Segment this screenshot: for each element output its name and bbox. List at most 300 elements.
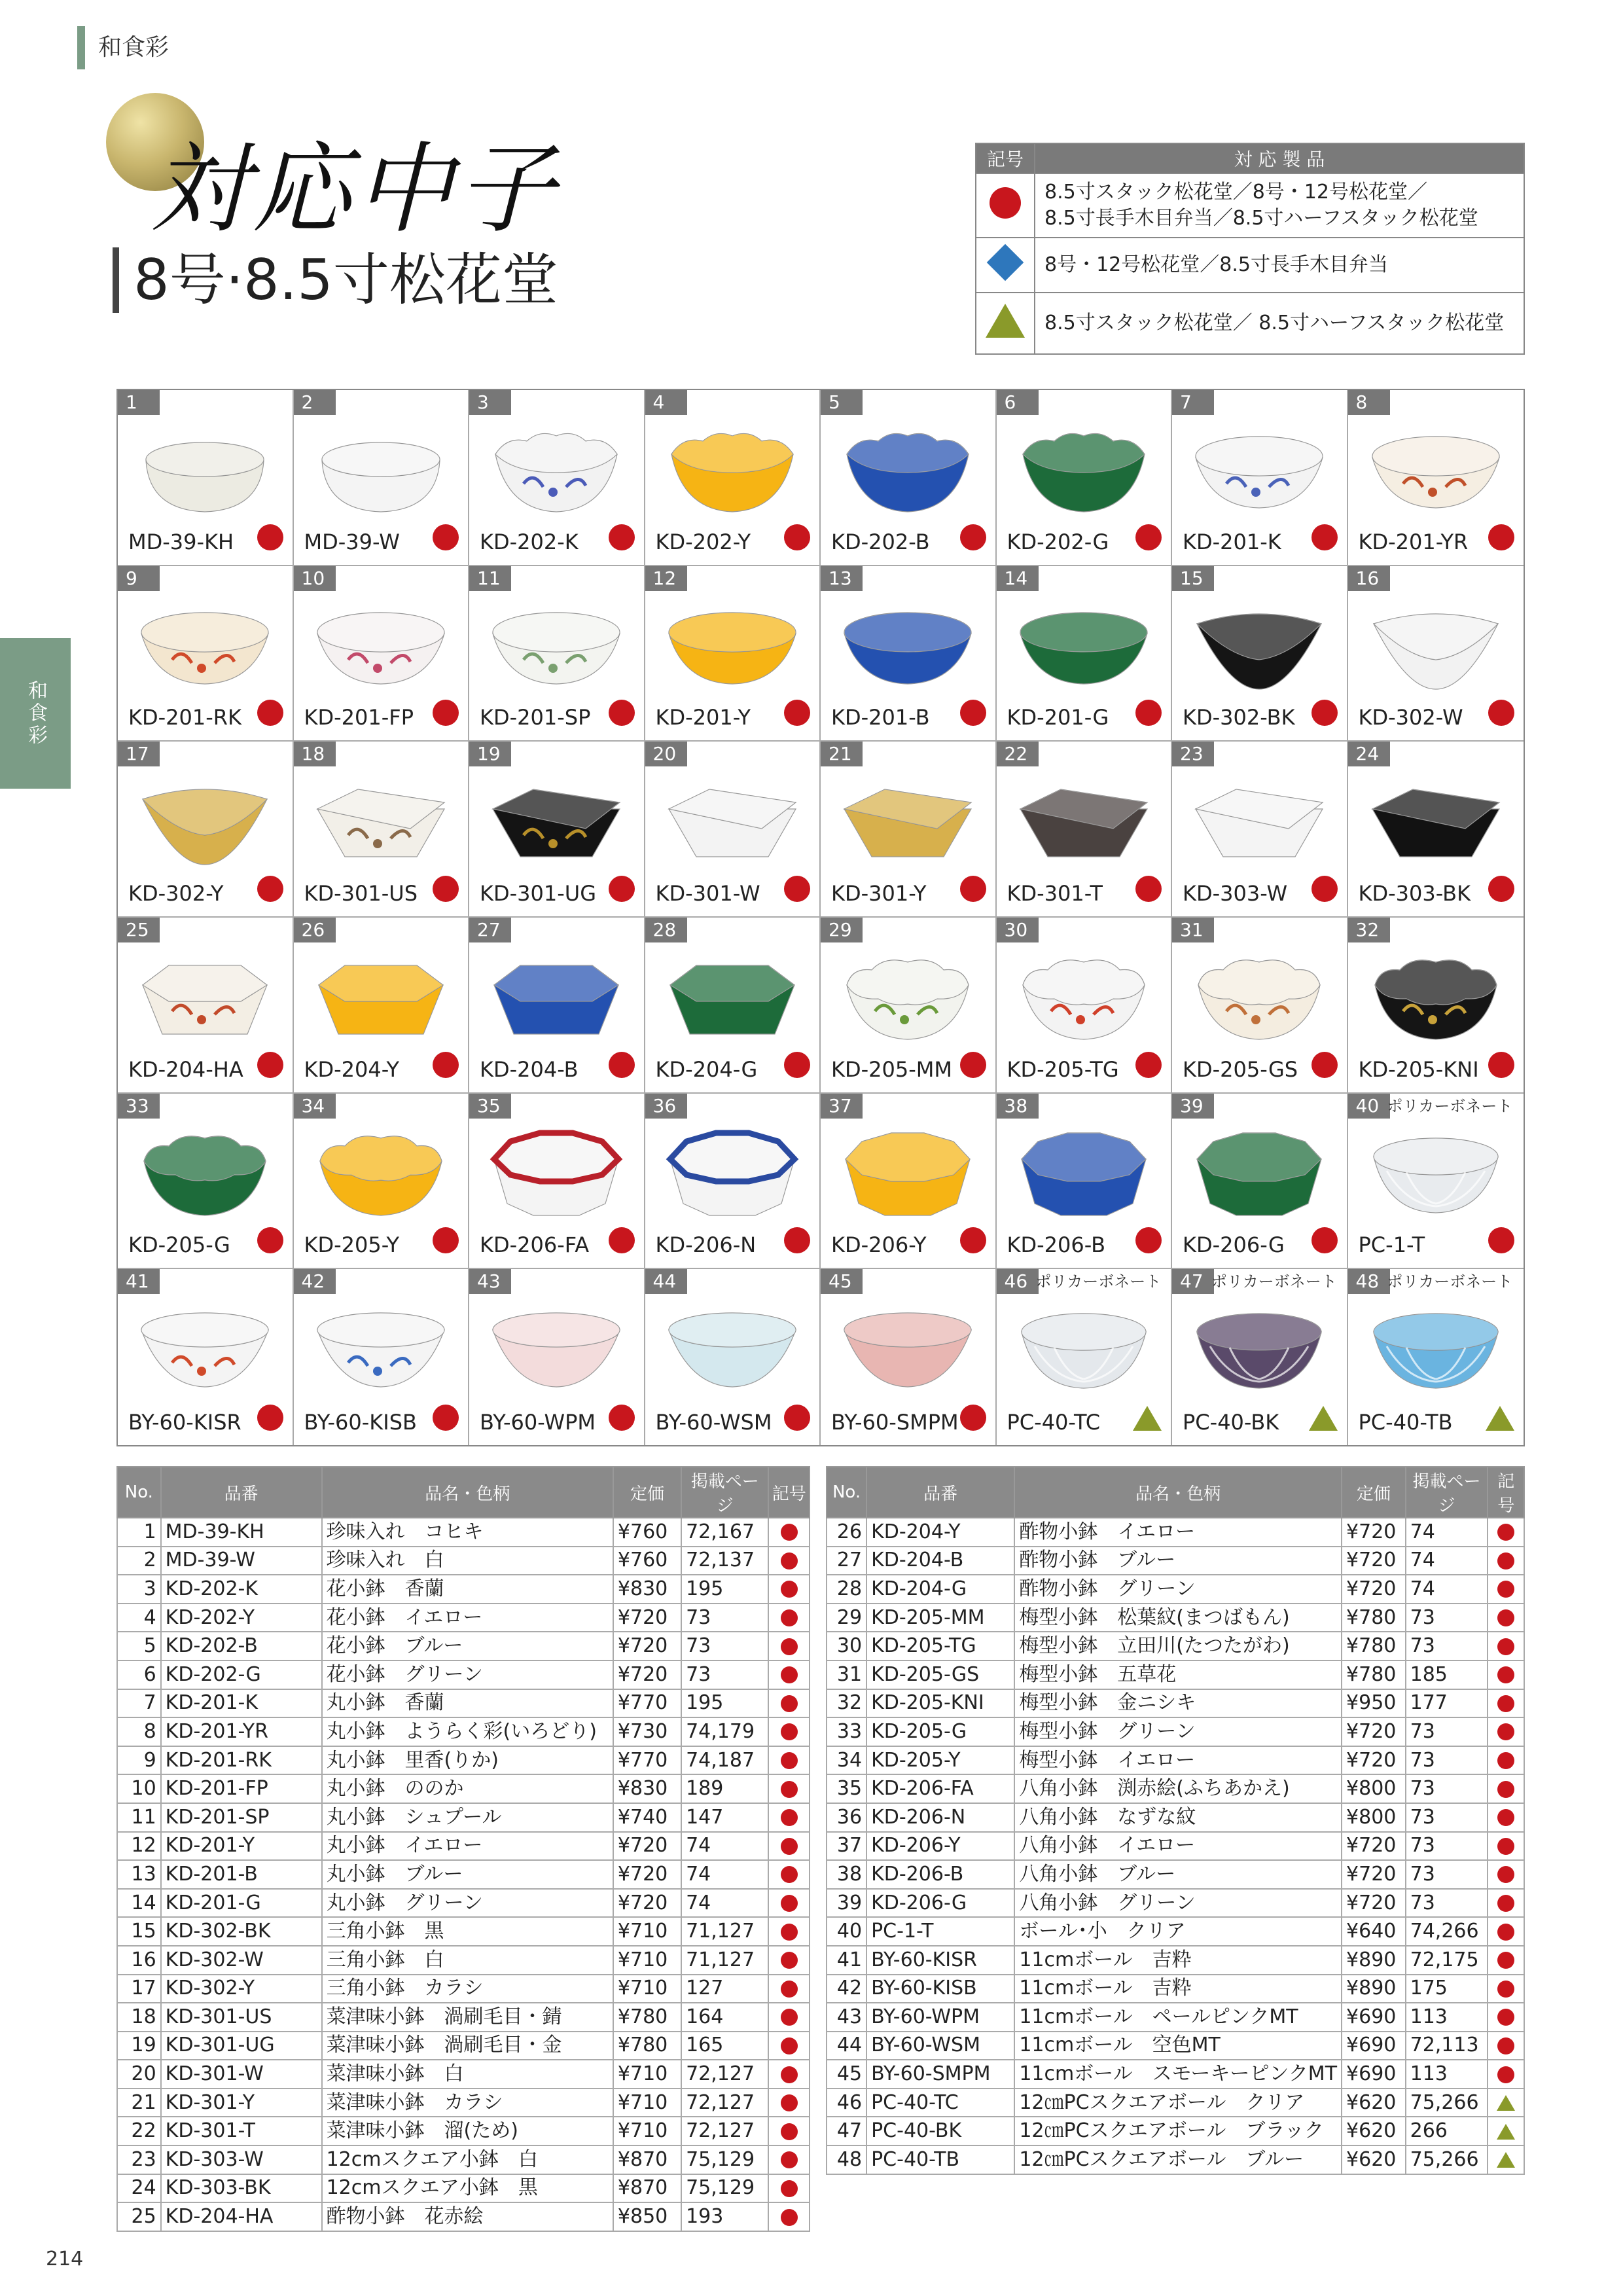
row-name: 八角小鉢 ブルー (1014, 1860, 1342, 1889)
row-price: ¥710 (613, 1946, 681, 1975)
product-cell (821, 566, 997, 742)
row-page: 74,266 (1406, 1917, 1488, 1946)
table-row (827, 1632, 1524, 1660)
row-page: 73 (1406, 1717, 1488, 1746)
row-price: ¥780 (613, 2003, 681, 2032)
row-number: 13 (117, 1860, 161, 1889)
compatibility-mark (1135, 524, 1162, 553)
table-row (117, 1632, 810, 1660)
table-row (117, 2202, 810, 2231)
red-circle-icon (1311, 524, 1338, 550)
row-name: 丸小鉢 ようらく彩(いろどり) (322, 1717, 613, 1746)
legend-text-line: 8.5寸長手木目弁当／8.5寸ハーフスタック松花堂 (1044, 207, 1478, 230)
row-number: 28 (827, 1575, 866, 1604)
row-code: KD-204-HA (161, 2202, 322, 2231)
red-circle-icon (781, 1638, 798, 1655)
red-circle-icon (1497, 1552, 1514, 1570)
product-number: 21 (821, 742, 863, 766)
row-number: 16 (117, 1946, 161, 1975)
compatibility-mark (433, 1227, 459, 1256)
red-circle-icon (1497, 1524, 1514, 1541)
product-cell (469, 1094, 645, 1270)
table-row (117, 2060, 810, 2089)
row-page: 73 (681, 1604, 768, 1632)
row-mark (1488, 1946, 1524, 1975)
row-number: 38 (827, 1860, 866, 1889)
product-number: 7 (1172, 390, 1214, 415)
compatibility-mark (1311, 876, 1338, 905)
product-cell (118, 918, 294, 1094)
row-name: 菜津味小鉢 溜(ため) (322, 2117, 613, 2145)
row-code: KD-302-Y (161, 1975, 322, 2003)
product-code: KD-202-Y (655, 529, 751, 554)
red-circle-icon (1488, 876, 1514, 902)
bowl-image (488, 1300, 625, 1399)
legend-header-products: 対 応 製 品 (1035, 143, 1524, 173)
row-mark (1488, 1832, 1524, 1861)
legend-header-symbol: 記号 (976, 143, 1035, 173)
table-row (117, 1689, 810, 1718)
row-name: 12㎝PCスクエアボール クリア (1014, 2089, 1342, 2117)
product-code: KD-205-MM (831, 1056, 953, 1082)
table-row (117, 1746, 810, 1775)
compatibility-mark (257, 1227, 283, 1256)
row-price: ¥780 (1342, 1660, 1406, 1689)
row-code: KD-205-G (866, 1717, 1014, 1746)
row-number: 23 (117, 2145, 161, 2174)
row-name: 三角小鉢 白 (322, 1946, 613, 1975)
row-code: PC-40-TC (866, 2089, 1014, 2117)
row-code: KD-202-B (161, 1632, 322, 1660)
product-code: KD-201-RK (128, 705, 242, 730)
bowl-image (664, 1300, 801, 1399)
product-code: KD-202-K (480, 529, 579, 554)
red-circle-icon (781, 1981, 798, 1998)
row-price: ¥770 (613, 1689, 681, 1718)
table-row (117, 1975, 810, 2003)
green-triangle-icon (1309, 1406, 1338, 1431)
row-price: ¥710 (613, 2060, 681, 2089)
product-code: KD-206-N (655, 1232, 757, 1258)
legend-text (1035, 293, 1524, 354)
table-row (827, 2032, 1524, 2060)
product-number: 26 (294, 918, 336, 942)
bowl-image (664, 422, 801, 520)
row-mark (1488, 1689, 1524, 1718)
legend-row (976, 293, 1524, 354)
green-triangle-icon (986, 304, 1025, 338)
compatibility-mark (257, 876, 283, 905)
row-price: ¥870 (613, 2145, 681, 2174)
compatibility-mark (433, 524, 459, 553)
product-code: KD-301-W (655, 880, 760, 906)
product-number: 18 (294, 742, 336, 766)
row-mark (1488, 1632, 1524, 1660)
product-number: 1 (118, 390, 160, 415)
row-code: KD-202-G (161, 1660, 322, 1689)
row-page: 195 (681, 1575, 768, 1604)
row-price: ¥620 (1342, 2117, 1406, 2145)
row-number: 40 (827, 1917, 866, 1946)
product-code: KD-206-B (1007, 1232, 1106, 1258)
product-code: KD-301-Y (831, 880, 927, 906)
row-price: ¥690 (1342, 2060, 1406, 2089)
row-mark (768, 1575, 810, 1604)
row-code: KD-201-YR (161, 1717, 322, 1746)
product-number: 23 (1172, 742, 1214, 766)
red-circle-icon (257, 1052, 283, 1078)
row-page: 72,175 (1406, 1946, 1488, 1975)
table-row (827, 1917, 1524, 1946)
row-price: ¥780 (613, 2032, 681, 2060)
row-number: 1 (117, 1518, 161, 1547)
row-code: KD-201-G (161, 1889, 322, 1918)
row-number: 22 (117, 2117, 161, 2145)
table-row (827, 1975, 1524, 2003)
red-circle-icon (609, 1052, 635, 1078)
compatibility-mark (1488, 1052, 1514, 1081)
row-page: 72,167 (681, 1518, 768, 1547)
row-name: 丸小鉢 ののか (322, 1774, 613, 1803)
red-circle-icon (1488, 700, 1514, 726)
row-mark (768, 1660, 810, 1689)
product-number: 29 (821, 918, 863, 942)
row-name: 11cmボール 吉粋 (1014, 1946, 1342, 1975)
product-code: BY-60-WPM (480, 1409, 596, 1435)
row-number: 20 (117, 2060, 161, 2089)
row-number: 31 (827, 1660, 866, 1689)
table-row (827, 2145, 1524, 2174)
row-number: 42 (827, 1975, 866, 2003)
compatibility-mark (960, 524, 986, 553)
row-mark (1488, 2032, 1524, 2060)
table-row (117, 1575, 810, 1604)
green-triangle-icon (1497, 2152, 1515, 2168)
compatibility-mark (784, 700, 810, 728)
product-cell (294, 390, 470, 566)
product-code: KD-204-G (655, 1056, 758, 1082)
compatibility-mark (960, 1052, 986, 1081)
compatibility-mark (960, 1405, 986, 1433)
green-triangle-icon (1133, 1406, 1162, 1431)
row-mark (768, 2117, 810, 2145)
product-code: KD-205-KNI (1358, 1056, 1479, 1082)
product-cell (997, 742, 1173, 918)
bowl-image (488, 1125, 625, 1223)
product-number: 42 (294, 1269, 336, 1294)
red-circle-icon (781, 1781, 798, 1798)
product-code: KD-303-W (1183, 880, 1288, 906)
product-number: 13 (821, 566, 863, 591)
row-mark (768, 1975, 810, 2003)
row-page: 147 (681, 1803, 768, 1832)
bowl-image (488, 422, 625, 520)
row-price: ¥720 (613, 1832, 681, 1861)
red-circle-icon (257, 700, 283, 726)
row-page: 72,127 (681, 2060, 768, 2089)
bowl-image (136, 1300, 274, 1399)
red-circle-icon (257, 876, 283, 902)
category-header: 和食彩 (77, 26, 169, 69)
red-circle-icon (781, 1524, 798, 1541)
table-row (827, 1774, 1524, 1803)
compatibility-mark (609, 1052, 635, 1081)
row-page: 74,187 (681, 1746, 768, 1775)
row-mark (1488, 1604, 1524, 1632)
row-mark (1488, 1717, 1524, 1746)
compatibility-mark (1488, 700, 1514, 728)
red-circle-icon (960, 524, 986, 550)
table-row (117, 2089, 810, 2117)
col-header-price: 定価 (1342, 1467, 1406, 1518)
bowl-image (1367, 773, 1505, 871)
compatibility-mark (1311, 700, 1338, 728)
row-number: 44 (827, 2032, 866, 2060)
row-code: KD-206-B (866, 1860, 1014, 1889)
legend-text-line: 8号・12号松花堂／8.5寸長手木目弁当 (1044, 253, 1388, 276)
row-number: 8 (117, 1717, 161, 1746)
row-number: 3 (117, 1575, 161, 1604)
bowl-image (1015, 773, 1152, 871)
product-cell (118, 1269, 294, 1445)
row-page: 75,266 (1406, 2089, 1488, 2117)
bowl-image (312, 1300, 450, 1399)
row-name: 八角小鉢 グリーン (1014, 1889, 1342, 1918)
row-number: 43 (827, 2003, 866, 2032)
row-price: ¥720 (1342, 1746, 1406, 1775)
table-row (117, 1774, 810, 1803)
legend-text (1035, 173, 1524, 238)
row-mark (1488, 1547, 1524, 1575)
red-circle-icon (960, 700, 986, 726)
red-circle-icon (784, 876, 810, 902)
row-number: 27 (827, 1547, 866, 1575)
product-code: KD-206-FA (480, 1232, 590, 1258)
table-row (117, 1889, 810, 1918)
col-header-mark: 記号 (1488, 1467, 1524, 1518)
red-circle-icon (609, 700, 635, 726)
product-number: 22 (997, 742, 1039, 766)
row-mark (1488, 2089, 1524, 2117)
row-code: KD-303-W (161, 2145, 322, 2174)
product-cell (469, 918, 645, 1094)
row-code: KD-205-KNI (866, 1689, 1014, 1718)
row-page: 73 (1406, 1803, 1488, 1832)
product-cell (645, 1094, 821, 1270)
product-code: PC-40-TC (1007, 1409, 1101, 1435)
row-price: ¥640 (1342, 1917, 1406, 1946)
row-name: 梅型小鉢 グリーン (1014, 1717, 1342, 1746)
row-code: PC-40-BK (866, 2117, 1014, 2145)
product-code: KD-201-K (1183, 529, 1281, 554)
table-row (827, 1547, 1524, 1575)
bowl-image (1190, 773, 1328, 871)
row-code: KD-201-Y (161, 1832, 322, 1861)
product-number: 45 (821, 1269, 863, 1294)
red-circle-icon (1497, 1866, 1514, 1883)
row-page: 113 (1406, 2060, 1488, 2089)
product-number: 16 (1348, 566, 1390, 591)
compatibility-mark (609, 700, 635, 728)
product-number: 33 (118, 1094, 160, 1119)
bowl-image (839, 598, 976, 696)
row-page: 73 (681, 1660, 768, 1689)
row-mark (1488, 1575, 1524, 1604)
row-mark (768, 2060, 810, 2089)
compatibility-mark (784, 1405, 810, 1433)
compatibility-mark (1309, 1406, 1338, 1433)
row-number: 37 (827, 1832, 866, 1861)
product-code: BY-60-WSM (655, 1409, 772, 1435)
red-circle-icon (781, 1895, 798, 1912)
row-code: KD-206-FA (866, 1774, 1014, 1803)
product-cell (1348, 566, 1524, 742)
product-code: KD-202-G (1007, 529, 1109, 554)
table-row (827, 1946, 1524, 1975)
row-name: 酢物小鉢 花赤絵 (322, 2202, 613, 2231)
compatibility-mark (960, 700, 986, 728)
row-page: 71,127 (681, 1917, 768, 1946)
product-cell (645, 1269, 821, 1445)
col-header-name: 品名・色柄 (1014, 1467, 1342, 1518)
red-circle-icon (781, 1695, 798, 1712)
table-row (117, 1717, 810, 1746)
row-number: 26 (827, 1518, 866, 1547)
row-page: 75,266 (1406, 2145, 1488, 2174)
product-number: 46 (997, 1269, 1039, 1294)
red-circle-icon (781, 1723, 798, 1740)
row-name: 八角小鉢 なずな紋 (1014, 1803, 1342, 1832)
row-code: KD-202-Y (161, 1604, 322, 1632)
material-note: ポリカーボネート (1211, 1272, 1337, 1291)
product-number: 15 (1172, 566, 1214, 591)
red-circle-icon (1497, 1924, 1514, 1941)
row-page: 177 (1406, 1689, 1488, 1718)
row-number: 29 (827, 1604, 866, 1632)
red-circle-icon (1497, 2066, 1514, 2083)
bowl-image (136, 949, 274, 1047)
row-page: 113 (1406, 2003, 1488, 2032)
compatibility-mark (1133, 1406, 1162, 1433)
bowl-image (1367, 598, 1505, 696)
row-code: MD-39-W (161, 1547, 322, 1575)
product-cell (821, 390, 997, 566)
legend-text (1035, 238, 1524, 293)
row-code: KD-204-B (866, 1547, 1014, 1575)
row-price: ¥720 (613, 1632, 681, 1660)
row-price: ¥870 (613, 2174, 681, 2203)
row-page: 185 (1406, 1660, 1488, 1689)
row-mark (768, 2174, 810, 2203)
product-cell (997, 918, 1173, 1094)
col-header-page: 掲載ページ (681, 1467, 768, 1518)
page-title: 対応中子 (151, 133, 560, 247)
row-mark (768, 2089, 810, 2117)
row-page: 72,127 (681, 2089, 768, 2117)
row-price: ¥770 (613, 1746, 681, 1775)
row-page: 71,127 (681, 1946, 768, 1975)
row-page: 72,137 (681, 1547, 768, 1575)
row-mark (768, 1632, 810, 1660)
product-code: KD-204-HA (128, 1056, 243, 1082)
product-number: 44 (645, 1269, 687, 1294)
red-circle-icon (1497, 2009, 1514, 2026)
product-cell (1172, 1269, 1348, 1445)
row-price: ¥710 (613, 1975, 681, 2003)
row-page: 72,113 (1406, 2032, 1488, 2060)
product-cell (997, 390, 1173, 566)
product-cell (469, 390, 645, 566)
product-code: KD-205-GS (1183, 1056, 1298, 1082)
red-circle-icon (1488, 1052, 1514, 1078)
product-code: KD-302-BK (1183, 705, 1295, 730)
row-code: KD-201-SP (161, 1803, 322, 1832)
row-number: 32 (827, 1689, 866, 1718)
compatibility-mark (784, 1052, 810, 1081)
bowl-image (664, 949, 801, 1047)
table-row (117, 1917, 810, 1946)
product-cell (118, 566, 294, 742)
product-cell (821, 1269, 997, 1445)
row-name: 11cmボール スモーキーピンクMT (1014, 2060, 1342, 2089)
row-number: 33 (827, 1717, 866, 1746)
compatibility-mark (1486, 1406, 1514, 1433)
row-name: 酢物小鉢 グリーン (1014, 1575, 1342, 1604)
table-row (827, 2089, 1524, 2117)
row-mark (1488, 2060, 1524, 2089)
row-number: 6 (117, 1660, 161, 1689)
compatibility-mark (784, 1227, 810, 1256)
product-number: 20 (645, 742, 687, 766)
row-mark (768, 1917, 810, 1946)
red-circle-icon (1488, 524, 1514, 550)
row-price: ¥760 (613, 1518, 681, 1547)
product-number: 34 (294, 1094, 336, 1119)
row-name: 珍味入れ コヒキ (322, 1518, 613, 1547)
row-name: 11cmボール 吉粋 (1014, 1975, 1342, 2003)
red-circle-icon (781, 2180, 798, 2197)
row-code: BY-60-KISR (866, 1946, 1014, 1975)
row-number: 34 (827, 1746, 866, 1775)
row-mark (1488, 2145, 1524, 2174)
col-header-price: 定価 (613, 1467, 681, 1518)
row-name: 梅型小鉢 イエロー (1014, 1746, 1342, 1775)
red-circle-icon (781, 2037, 798, 2054)
legend-text-line: 8.5寸スタック松花堂／ 8.5寸ハーフスタック松花堂 (1044, 312, 1505, 334)
red-circle-icon (781, 1809, 798, 1826)
product-cell (1172, 390, 1348, 566)
table-row (117, 2003, 810, 2032)
red-circle-icon (1488, 1227, 1514, 1253)
compatibility-mark (257, 524, 283, 553)
compatibility-mark (960, 1227, 986, 1256)
row-mark (768, 1803, 810, 1832)
product-cell (469, 566, 645, 742)
product-code: KD-205-TG (1007, 1056, 1119, 1082)
red-circle-icon (257, 1227, 283, 1253)
product-cell (997, 1269, 1173, 1445)
red-circle-icon (1311, 1052, 1338, 1078)
row-price: ¥710 (613, 2117, 681, 2145)
row-page: 74 (1406, 1575, 1488, 1604)
product-code: BY-60-KISR (128, 1409, 241, 1435)
product-number: 24 (1348, 742, 1390, 766)
row-code: KD-205-TG (866, 1632, 1014, 1660)
row-price: ¥720 (1342, 1575, 1406, 1604)
row-page: 73 (1406, 1604, 1488, 1632)
row-page: 75,129 (681, 2145, 768, 2174)
bowl-image (136, 1125, 274, 1223)
